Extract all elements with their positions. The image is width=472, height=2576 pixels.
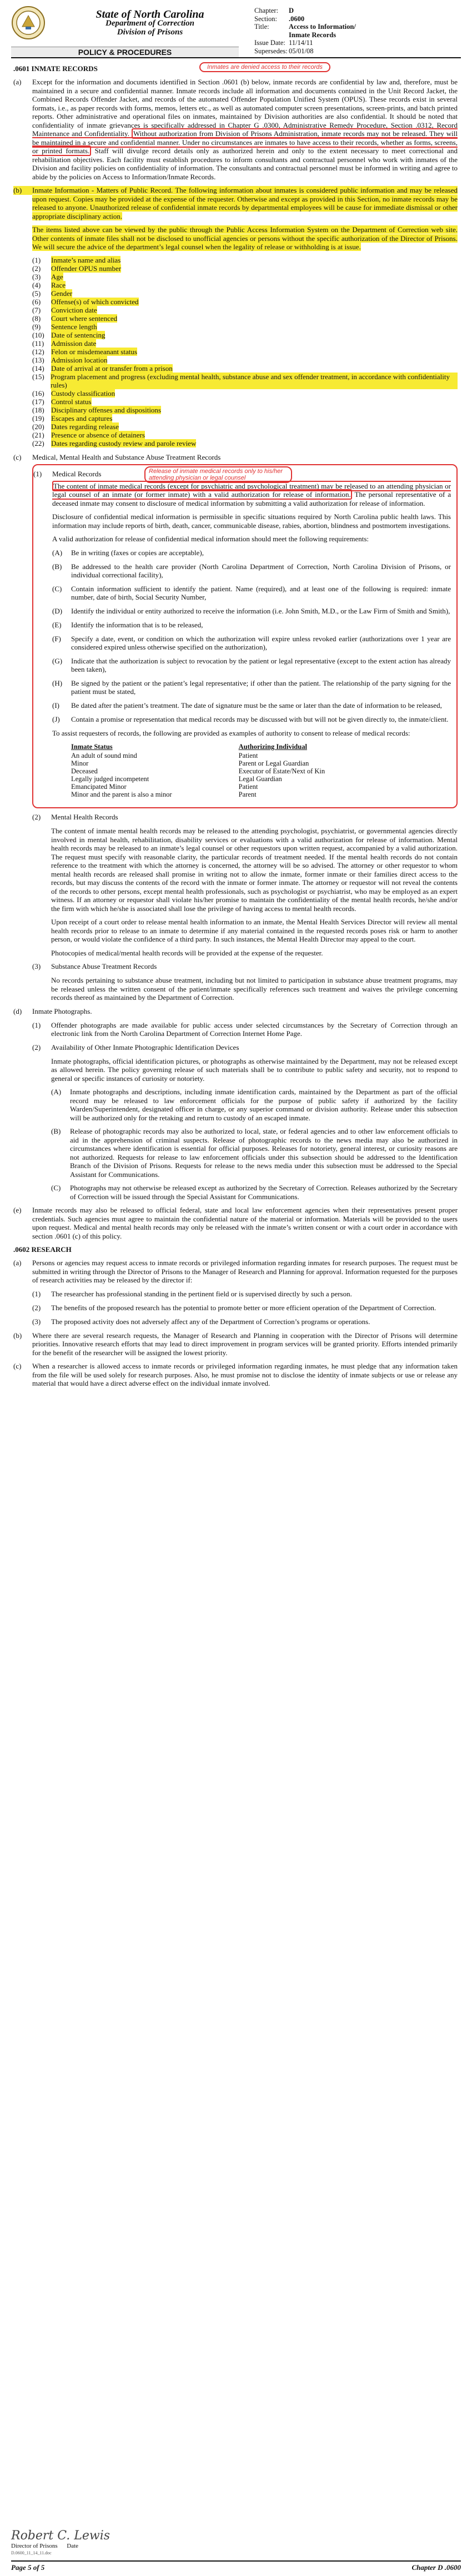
footer-divider <box>11 2560 461 2562</box>
authorization-requirement <box>52 621 451 630</box>
list-text: Program placement and progress (excluding mental health, substance abuse and sex offender treatment, in accordance with confidentiality rules) <box>51 373 458 389</box>
criterion-text: The benefits of the proposed research has the potential to promote better or more efficient operation of the Department of Correction. <box>51 1303 436 1312</box>
public-record-item <box>32 422 458 431</box>
document-header <box>11 6 461 56</box>
list-number: (12) <box>32 347 44 356</box>
para-0601-d1: (1) Offender photographs are made available for public access under selected circumstances by the Secretary of Correction through an electronic link from the North Carolina Department of Correction Internet Home Page. <box>32 1020 458 1038</box>
authorizing-individual-cell: Parent or Legal Guardian <box>238 759 309 767</box>
authorization-requirements-list <box>52 549 451 724</box>
public-record-item <box>32 256 458 264</box>
inmate-status-cell: Emancipated Minor <box>71 783 127 791</box>
supersedes-label: Supersedes: <box>254 47 288 55</box>
medical-records-heading: Medical Records <box>52 469 102 478</box>
para-0601-d2-C: (C) Photographs may not otherwise be released except as authorized by the Secretary of Correction. Releases authorized by the Secretary of Correction will be issued through the Special Assistant for Communications. <box>51 1184 458 1201</box>
list-text: Gender <box>51 289 73 298</box>
requirement-letter: (G) <box>52 656 63 665</box>
criterion-number: (2) <box>32 1303 41 1312</box>
list-number: (14) <box>32 364 44 373</box>
public-record-item <box>32 364 458 373</box>
requirement-text: Identify the individual or entity authorized to receive the information (i.e. John Smith, M.D., or the Law Firm of Smith and Smith), <box>71 606 450 615</box>
mental-health-para-2: Upon receipt of a court order to release mental health information to an inmate, the Mental Health Services Director will review all mental health records prior to release to an inmate to determine if any material contained in the requested records poses risk or harm to another person, or would violate the confidence of a third party. In such instances, the Mental Health Director may appeal to the court. <box>51 918 458 943</box>
authorizing-individual-cell: Parent <box>238 791 257 798</box>
state-name: State of North Carolina <box>96 8 204 21</box>
list-number: (7) <box>32 305 41 314</box>
para-0602-b: (b) Where there are several research requests, the Manager of Research and Planning in cooperation with the Director of Prisons will determine priorities. Innovative research efforts that may lead to direct improvement in program services will be granted priority. Efforts intended primarily for the benefit of the researcher will be assigned the lowest priority. <box>13 1331 458 1357</box>
para-0601-e: (e) Inmate records may also be released to official federal, state and local law enforcement agencies when their representatives present proper credentials. Such agencies must agree to maintain the confidential nature of the material or information. Materials will be provided to the users upon request. Medical and mental health records may only be released with the inmate’s written consent or with a court order in accordance with section .0601 (c) of this policy. <box>13 1206 458 1240</box>
title-value-2: Inmate Records <box>289 31 337 39</box>
para-0602-a: (a) Persons or agencies may request access to inmate records or privileged information regarding inmates for research purposes. The request must be submitted in writing through the Director of Prisons to the Manager of Research and Planning for approval. Information requested for the purposes of research activities may be released by the director if: <box>13 1259 458 1284</box>
public-record-item <box>32 314 458 323</box>
list-text: Dates regarding release <box>51 422 119 431</box>
authority-table-row <box>71 783 382 791</box>
public-record-item <box>32 331 458 339</box>
criterion-number: (1) <box>32 1289 41 1298</box>
criterion-text: The researcher has professional standing in the pertinent field or is supervised directly by such a person. <box>51 1289 352 1298</box>
para-0601-a: (a) Except for the information and documents identified in Section .0601 (b) below, inmate records are confidential by law and, therefore, must be maintained in a secure and confidential manner. Inmate records include all information and documents contained in the Unit Record Jacket, the Combined Records Offender Jacket, and records of the automated Offender Population Unified System (OPUS). These records exist in several formats, i.e., as paper records with forms, memos, letters etc., as well as automated computer screen presentations, screen-prints, and batch printed reports. Other administrative and operational files on inmates, maintained by Division authorities are also confidential. It should be noted that confidentiality of inmate grievances is specifically addressed in Chapter G .0300, Administrative Remedy Procedure, Section .0312, Record Maintenance and Confidentiality. Without authorization from Division of Prisons Administration, inmate records may not be released. They will be maintained in a secure and confidential manner. Under no circumstances are inmates to have access to their records, whether as forms, screens, or printed formats. Staff will divulge record details only as authorized herein and only to the extent necessary to meet correctional and rehabilitation objectives. Each facility must establish procedures to inform consultants and contractual personnel who work with inmates of the Division and facility policies on confidentiality of information. The consultants and contractual personnel must be informed in writing and agree to abide by the policies on Access to Information/Inmate Records. <box>13 78 458 181</box>
public-record-item <box>32 414 458 422</box>
document-body <box>13 61 458 1393</box>
public-record-item <box>32 398 458 406</box>
public-record-text: Inmate Information - Matters of Public Record. The following information about inmates is considered public information and may be released upon request. Copies may be provided at the expense of the requester. Otherwise and except as provided in this Section, no inmate records may be released to anyone. Unauthorized release of confidential inmate records by departmental employees will be cause for immediate dismissal or other appropriate disciplinary action. <box>32 186 458 220</box>
authority-intro-para: To assist requesters of records, the following are provided as examples of authority to consent to release of medical records: <box>52 728 410 737</box>
authorization-requirement <box>52 715 451 724</box>
requirement-letter: (I) <box>52 701 59 710</box>
list-number: (6) <box>32 297 41 306</box>
list-number: (2) <box>32 264 41 273</box>
agency-title <box>61 10 239 37</box>
mental-health-para-3: Photocopies of medical/mental health records will be provided at the expense of the requester. <box>51 948 323 957</box>
authorizing-individual-cell: Legal Guardian <box>238 775 282 783</box>
public-record-list <box>32 256 458 447</box>
para-0601-a-text2: Staff will divulge record details only as authorized herein and only to the extent necessary to meet correctional and rehabilitation objectives. Each facility must establish procedures to inform consultants and contractual personnel who work with inmates of the Division and facility policies on confidentiality of information. The consultants and contractual personnel must be informed in writing and agree to abide by the policies on Access to Information/Inmate Records. <box>32 147 458 181</box>
authorizing-individual-cell: Patient <box>238 752 258 759</box>
list-text: Date of arrival at or transfer from a prison <box>51 364 173 373</box>
list-number: (1) <box>32 255 41 264</box>
list-number: (11) <box>32 339 44 348</box>
list-text: Custody classification <box>51 389 116 398</box>
authorization-requirement <box>52 635 451 652</box>
authorizing-individual-cell: Executor of Estate/Next of Kin <box>238 767 325 775</box>
requirement-text: Be dated after the patient’s treatment. The date of signature must be the same or later than the date of information to be released, <box>71 701 442 710</box>
public-record-item <box>32 306 458 314</box>
research-criteria-list <box>32 1290 458 1326</box>
list-text: Disciplinary offenses and dispositions <box>51 405 161 414</box>
requirement-text: Contain information sufficient to identify the patient. Name (required), and at least one of the following is required: inmate number, date of birth, Social Security Number, <box>71 584 451 601</box>
mental-health-heading-row: (2) Mental Health Records <box>32 813 118 821</box>
authorization-requirement <box>52 549 451 557</box>
title-value-1: Access to Information/ <box>289 23 356 31</box>
criterion-number: (3) <box>32 1317 41 1326</box>
public-record-item <box>32 289 458 298</box>
list-text: Court where sentenced <box>51 314 118 323</box>
authority-table-row <box>71 759 382 767</box>
photographs-heading: Inmate Photographs. <box>32 1007 92 1015</box>
list-text: Date of sentencing <box>51 330 106 339</box>
list-number: (18) <box>32 405 44 414</box>
research-criterion <box>32 1290 458 1299</box>
public-record-item <box>32 431 458 439</box>
public-record-item <box>32 348 458 356</box>
section-0602-heading: .0602 RESEARCH <box>13 1245 72 1254</box>
chapter-value: D <box>289 7 294 14</box>
list-number: (10) <box>32 330 44 339</box>
research-criterion <box>32 1317 458 1326</box>
list-text: Presence or absence of detainers <box>51 430 145 439</box>
authorization-requirement <box>52 607 451 616</box>
division-name: Division of Prisons <box>117 28 183 37</box>
mental-health-heading: Mental Health Records <box>51 813 118 821</box>
public-record-item <box>32 439 458 447</box>
state-seal-icon <box>11 6 46 40</box>
list-text: Admission date <box>51 339 97 348</box>
document-code: D.0600_11_14_11.doc <box>11 2550 52 2555</box>
authorization-requirement <box>52 585 451 602</box>
director-signature: Robert C. Lewis <box>11 2529 111 2543</box>
requirement-letter: (A) <box>52 548 63 557</box>
authority-table-row <box>71 752 382 759</box>
list-number: (15) <box>32 372 44 381</box>
chapter-label: Chapter: <box>254 7 279 14</box>
public-record-item <box>32 273 458 281</box>
requirement-letter: (B) <box>52 562 62 571</box>
list-text: Conviction date <box>51 305 97 314</box>
document-metadata <box>254 7 460 55</box>
authorization-requirement <box>52 679 451 696</box>
authority-table-header-individual: Authorizing Individual <box>238 743 307 751</box>
authority-table-row <box>71 775 382 783</box>
inmate-status-cell: An adult of sound mind <box>71 752 137 759</box>
authority-table-row <box>71 791 382 798</box>
public-record-item <box>32 389 458 398</box>
inmate-status-cell: Minor and the parent is also a minor <box>71 791 172 798</box>
policy-procedures-bar: POLICY & PROCEDURES <box>11 47 239 58</box>
list-text: Control status <box>51 397 92 406</box>
list-text: Sentence length <box>51 322 97 331</box>
page-number: Page 5 of 5 <box>11 2563 45 2572</box>
research-criterion <box>32 1304 458 1312</box>
medical-release-text: The content of inmate medical records (except for psychiatric and psychological treatment) may be released to an attending physician or legal counsel of an inmate (or former inmate) with a valid authorization for release of information. <box>52 481 451 499</box>
list-number: (4) <box>32 280 41 289</box>
inmate-status-cell: Legally judged incompetent <box>71 775 149 783</box>
list-number: (8) <box>32 314 41 323</box>
medical-authorization-para: A valid authorization for release of confidential medical information should meet the following requirements: <box>52 535 369 543</box>
requirement-letter: (E) <box>52 620 62 629</box>
medical-disclosure-para: Disclosure of confidential medical information is permissible in specific situations required by North Carolina public health laws. This information may include reports of birth, death, cancer, communicable disease, rabies, abortion, blindness and postmortem investigations. <box>52 512 451 530</box>
public-record-item <box>32 406 458 414</box>
list-number: (22) <box>32 439 44 447</box>
list-text: Offense(s) of which convicted <box>51 297 139 306</box>
section-0601-heading: .0601 INMATE RECORDS <box>13 64 98 73</box>
signer-date-label: Date <box>67 2543 78 2549</box>
list-text: Inmate’s name and alias <box>51 255 121 264</box>
para-0601-d: (d) Inmate Photographs. <box>13 1007 458 1016</box>
medical-records-box: (1) Medical Records Release of inmate medical records only to his/her attending physician or legal counsel The content of inmate medical records (except for psychiatric and psychological treatment) may be released to an attending physician or legal counsel of an inmate (or former inmate) with a valid authorization for release of information. The personal representative of a deceased inmate may consent to disclosure of medical information by submitting a valid authorization for release of information. Disclosure of confidential medical information is permissible in specific situations required by North Carolina public health laws. This information may include reports of birth, death, cancer, communicable disease, rabies, abortion, blindness and postmortem investigations. A valid authorization for release of confidential medical information should meet the following requirements: (A) Be in writing (faxes or copies are acceptable), (B) Be addressed to the health care provider (North Carolina Department of Correction, North Carolina Division of Prisons, or individual correctional facility), (C) Contain information sufficient to identify the patient. Name (required), and at least one of the following is required: inmate number, date of birth, Social Security Number, (D) Identify the individual or entity authorized to receive the information (i.e. John Smith, M.D., or the Law Firm of Smith and Smith), (E) Identify the information that is to be released, (F) Specify a date, event, or condition on which the authorization will expire unless revoked earlier (authorizations over 1 year are considered expired unless otherwise specified on the authorization), (G) Indicate that the authorization is subject to revocation by the patient or legal representative (except to the extent action has already been taken), (H) Be signed by the patient or the patient’s legal representative; if other than the patient. The relationship of the party signing for the patient must be stated, (I) Be dated after the patient’s treatment. The date of signature must be the same or later than the date of information to be released, (J) Contain a promise or representation that medical records may be discussed with but will not be given directly to, the inmate/client. To assist requesters of records, the following are provided as examples of authority to consent to release of medical records: Inmate Status Authorizing Individual An adult of sound mind Patient Minor Parent or Legal Guardian Deceased Executor of Estate/Next of Kin Legally judged incompetent Legal Guardian Emancipated Minor Patient Minor and the parent is also a minor Parent <box>32 464 458 809</box>
list-text: Offender OPUS number <box>51 264 122 273</box>
requirement-text: Identify the information that is to be released, <box>71 620 203 629</box>
mental-health-para-1: The content of inmate mental health records may be released to the attending psychologist, psychiatrist, or governmental agencies directly involved in mental health, rehabilitation, disability services or evaluations with a valid authorization for release of information. Mental health records may be released to an inmate’s legal counsel or other requestors upon written request, accompanied by a valid authorization. The request must specify with reasonable clarity, the particular records of treatment needed. If the mental health records do not contain reference to the treatment with which the attorney is concerned, the attorney will be so advised. The attorney or other requestor to whom mental health records are released shall promise in writing not to allow the inmate, former inmate or their families direct access to the records, but may discuss the contents of the record with the inmate or former inmate. The attorney or requestor will not reveal the contents of the records to other persons, except mental health professionals, such as psychologist or psychiatrist, who may be employed as an expert witness. If an attorney or requestor shall violate his/her promise to maintain the confidentiality of the mental health records, he/she and/or the firm with which he/she is associated shall lose the privilege of having access to mental health records. <box>51 827 458 913</box>
list-number: (9) <box>32 322 41 331</box>
signature-block <box>11 2529 461 2555</box>
highlighted-confidentiality-text: Without authorization from Division of Prisons Administration, inmate records may not be released. They will be maintained in a secure and confidential manner. Under no circumstances are inmates to have access to their records, whether as forms, screens, or printed formats. <box>32 129 458 155</box>
para-0601-d2: (2) Availability of Other Inmate Photographic Identification Devices <box>32 1043 239 1051</box>
authorizing-individual-cell: Patient <box>238 783 258 791</box>
requirement-text: Indicate that the authorization is subject to revocation by the patient or legal representative (except to the extent action has already been taken), <box>71 656 451 673</box>
requirement-text: Contain a promise or representation that medical records may be discussed with but will not be given directly to, the inmate/client. <box>71 715 449 723</box>
para-0601-d2-A: (A) Inmate photographs and descriptions, including inmate identification cards, maintained by the Department as part of the official record may be released to law enforcement officials for the purpose of public safety if authorized by the facility Warden/Superintendent, designated officer in charge, or any superior command or division authority. Release under this subsection will be authorized only for the retaking and return to custody of an escaped inmate. <box>51 1088 458 1122</box>
list-number: (13) <box>32 355 44 364</box>
authorization-requirement <box>52 657 451 674</box>
requirement-text: Specify a date, event, or condition on which the authorization will expire unless revoked earlier (authorizations over 1 year are considered expired unless otherwise specified on the authorization), <box>71 634 451 651</box>
public-items-note: The items listed above can be viewed by the public through the Public Access Information System on the Department of Correction web site. Other contents of inmate files shall not be disclosed to unofficial agencies or persons without the specific authorization of the Director of Prisons. We will secure the advice of the department’s legal counsel when the legality of release or withholding is at issue. <box>32 225 458 251</box>
footer-chapter: Chapter D .0600 <box>411 2563 461 2572</box>
para-0601-d2-B: (B) Release of photographic records may also be authorized to local, state, or federal agencies and to other law enforcement officials to aid in the apprehension of criminal suspects. Release of photographic records to the news media may also be authorized in circumstances where identification is essential for official purposes. Releases for notoriety, general interest, or curiosity reasons are not authorized. Requests for release to law enforcement officials under this subsection should be addressed to the Identification Branch of the Division of Prisons. Requests for release to the news media under this subsection must be addressed to the Special Assistant for Communications. <box>51 1127 458 1179</box>
authority-table-header-status: Inmate Status <box>71 743 113 751</box>
authority-table-row <box>71 767 382 775</box>
inmate-status-cell: Deceased <box>71 767 98 775</box>
public-record-item <box>32 264 458 273</box>
list-number: (3) <box>32 272 41 281</box>
issue-date-label: Issue Date: <box>254 39 285 47</box>
list-number: (17) <box>32 397 44 406</box>
list-text: Felon or misdemeanant status <box>51 347 137 356</box>
supersedes-value: 05/01/08 <box>289 47 314 55</box>
title-label: Title: <box>254 23 269 31</box>
requirement-text: Be in writing (faxes or copies are acceptable), <box>71 548 204 557</box>
requirement-letter: (D) <box>52 606 63 615</box>
para-0601-c: (c) Medical, Mental Health and Substance Abuse Treatment Records <box>13 453 458 462</box>
annotation-callout-1: Inmates are denied access to their records <box>199 62 330 72</box>
list-text: Escapes and captures <box>51 414 113 422</box>
signer-title: Director of Prisons <box>11 2543 58 2549</box>
public-record-item <box>32 339 458 348</box>
department-name: Department of Correction <box>106 19 194 28</box>
public-record-item <box>32 298 458 306</box>
photographs-policy-para: Inmate photographs, official identification pictures, or photographs as otherwise maintained by the Department, may not be released except as allowed herein. The policy governing release of such materials shall be to contribute to public safety and security, not to respond to general or specific instances of curiosity or notoriety. <box>51 1056 458 1083</box>
list-number: (16) <box>32 389 44 398</box>
substance-abuse-heading-row: (3) Substance Abuse Treatment Records <box>32 962 157 970</box>
public-record-item <box>32 356 458 364</box>
criterion-text: The proposed activity does not adversely affect any of the Department of Correction’s programs or operations. <box>51 1317 370 1326</box>
requirement-text: Be addressed to the health care provider (North Carolina Department of Correction, North Carolina Division of Prisons, or individual correctional facility), <box>71 562 451 579</box>
public-record-item <box>32 281 458 289</box>
list-text: Dates regarding custody review and parole review <box>51 439 197 447</box>
requirement-letter: (C) <box>52 584 62 593</box>
public-record-item <box>32 323 458 331</box>
requirement-letter: (H) <box>52 678 63 687</box>
header-divider <box>11 57 461 58</box>
section-value: .0600 <box>289 14 305 23</box>
public-record-item <box>32 373 458 389</box>
para-0601-c-heading: Medical, Mental Health and Substance Abuse Treatment Records <box>32 452 221 461</box>
para-0602-c: (c) When a researcher is allowed access to inmate records or privileged information regarding inmates, he must pledge that any information taken from the file will be used solely for research purposes. Also, he must promise not to disclose the identity of inmate subjects or use or release any material that would have a direct adverse effect on the individual inmate involved. <box>13 1362 458 1387</box>
annotation-callout-2: Release of inmate medical records only to his/her attending physician or legal counsel <box>144 466 292 483</box>
authorization-requirement <box>52 701 451 710</box>
list-text: Age <box>51 272 63 281</box>
substance-abuse-para: No records pertaining to substance abuse treatment, including but not limited to participation in substance abuse treatment programs, may be released unless the written consent of the patient/inmate specifically references such treatment and waives the privilege concerning records thereof as maintained by the Department of Correction. <box>51 976 458 1002</box>
issue-date-value: 11/14/11 <box>289 39 313 47</box>
requirement-text: Be signed by the patient or the patient’s legal representative; if other than the patient. The relationship of the party signing for the patient must be stated, <box>71 678 451 696</box>
list-number: (5) <box>32 289 41 298</box>
substance-abuse-heading: Substance Abuse Treatment Records <box>51 962 157 970</box>
para-0601-a-text1: Except for the information and documents identified in Section .0601 (b) below, inmate records are confidential by law and, therefore, must be maintained in a secure and confidential manner. Inmate records include all information and documents contained in the Unit Record Jacket, the Combined Records Offender Jacket, and records of the automated Offender Population Unified System (OPUS). These records exist in several formats, i.e., as paper records with forms, memos, letters etc., as well as automated computer screen presentations, screen-prints, and batch printed reports. Other administrative and operational files on inmates, maintained by Division authorities are also confidential. It should be noted that confidentiality of inmate grievances is specifically addressed in Chapter G .0300, Administrative Remedy Procedure, Section .0312, Record Maintenance and Confidentiality. <box>32 78 458 138</box>
requirement-letter: (J) <box>52 715 60 723</box>
list-text: Race <box>51 280 66 289</box>
requirement-letter: (F) <box>52 634 61 643</box>
authority-table <box>71 742 382 798</box>
section-label: Section: <box>254 14 277 23</box>
list-text: Admission location <box>51 355 108 364</box>
list-number: (19) <box>32 414 44 422</box>
list-number: (21) <box>32 430 44 439</box>
inmate-status-cell: Minor <box>71 759 89 767</box>
para-0601-b: (b) Inmate Information - Matters of Public Record. The following information about inmates is considered public information and may be released upon request. Copies may be provided at the expense of the requester. Otherwise and except as provided in this Section, no inmate records may be released to anyone. Unauthorized release of confidential inmate records by departmental employees will be cause for immediate dismissal or other appropriate disciplinary action. <box>13 186 458 220</box>
list-number: (20) <box>32 422 44 431</box>
authorization-requirement <box>52 562 451 580</box>
